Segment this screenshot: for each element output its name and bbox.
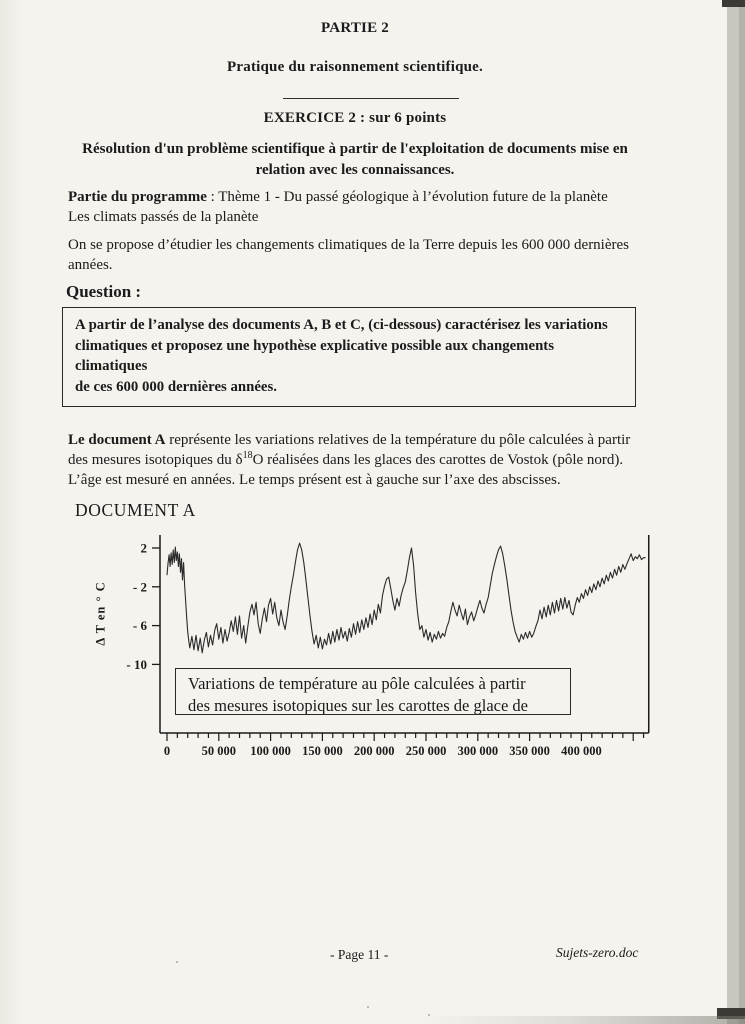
dust-speck — [428, 1014, 430, 1016]
y-tick-label: - 2 — [132, 579, 147, 595]
resolution-line-1: Résolution d'un problème scientifique à partir de l'exploitation de documents mise en — [82, 141, 628, 157]
dust-speck — [367, 1006, 369, 1008]
y-tick-label: - 6 — [132, 618, 147, 634]
x-tick-label: 200 000 — [353, 744, 395, 758]
x-tick-label: 150 000 — [302, 744, 343, 758]
scanner-edge-shade — [739, 0, 745, 1024]
y-tick-label: - 10 — [126, 656, 147, 672]
resolution-line-2: relation avec les connaissances. — [255, 161, 455, 178]
question-box — [62, 307, 636, 407]
x-tick-label: 250 000 — [405, 744, 447, 758]
document-a-title: DOCUMENT A — [75, 500, 196, 520]
document-a-chart — [88, 522, 688, 780]
temperature-curve-svg — [88, 522, 688, 780]
purpose-paragraph — [68, 236, 653, 275]
separator-rule — [283, 98, 459, 99]
x-tick-label: 50 000 — [201, 744, 236, 758]
purpose-line-1: On se propose d’étudier les changements climatiques de la Terre depuis les 600 000 dernières — [68, 237, 629, 253]
document-a-line3: L’âge est mesuré en années. Le temps présent est à gauche sur l’axe des abscisses. — [68, 472, 561, 488]
document-a-line2: des mesures isotopiques du $\delta^{18}O$ réalisées dans les glaces des carottes de Vostok (pôle nord). — [68, 450, 624, 468]
x-tick-label: 300 000 — [457, 744, 499, 758]
x-tick-label: 350 000 — [509, 744, 550, 758]
programme-line-2: Les climats passés de la planète — [68, 208, 259, 225]
document-a-intro — [68, 430, 658, 490]
dust-speck — [176, 961, 178, 963]
caption-line-2: des mesures isotopiques sur les carottes de glace de — [188, 695, 528, 715]
question-box-line-3: de ces 600 000 dernières années. — [75, 378, 277, 395]
question-label: Question : — [66, 282, 142, 301]
question-box-line-2: climatiques et proposez une hypothèse explicative possible aux changements climatiques — [75, 337, 554, 374]
document-a-line1: représente les variations relatives de la température du pôle calculées à partir — [165, 432, 631, 448]
scanner-dark-corner-top — [722, 0, 745, 7]
scanner-bottom-shadow — [420, 1016, 745, 1024]
footer-document-name: Sujets-zero.doc — [556, 945, 639, 960]
caption-line-1: Variations de température au pôle calculées à partir — [188, 674, 526, 693]
isotope-superscript: 18 — [242, 450, 253, 461]
y-tick-label: 2 — [140, 540, 147, 556]
x-tick-label: 100 000 — [250, 744, 291, 758]
temperature-curve — [167, 543, 646, 653]
purpose-line-2: années. — [68, 256, 113, 273]
programme-rest: : Thème 1 - Du passé géologique à l’évolution future de la planète — [206, 189, 608, 205]
resolution-statement — [75, 139, 635, 180]
exercise-heading: EXERCICE 2 : sur 6 points — [263, 110, 447, 126]
y-axis-title: Δ T en ° C — [93, 581, 108, 646]
document-a-lead: Le document A — [68, 432, 166, 448]
subtitle-heading: Pratique du raisonnement scientifique. — [227, 59, 483, 75]
part-heading: PARTIE 2 — [321, 20, 389, 36]
programme-paragraph — [68, 188, 648, 227]
x-tick-label: 400 000 — [561, 744, 602, 758]
chart-caption-box — [175, 668, 571, 715]
x-tick-label: 0 — [163, 744, 171, 758]
question-box-line-1: A partir de l’analyse des documents A, B et C, (ci-dessous) caractérisez les variations — [75, 317, 608, 333]
footer-page-number: - Page 11 - — [330, 947, 389, 962]
programme-label: Partie du programme — [68, 189, 207, 205]
